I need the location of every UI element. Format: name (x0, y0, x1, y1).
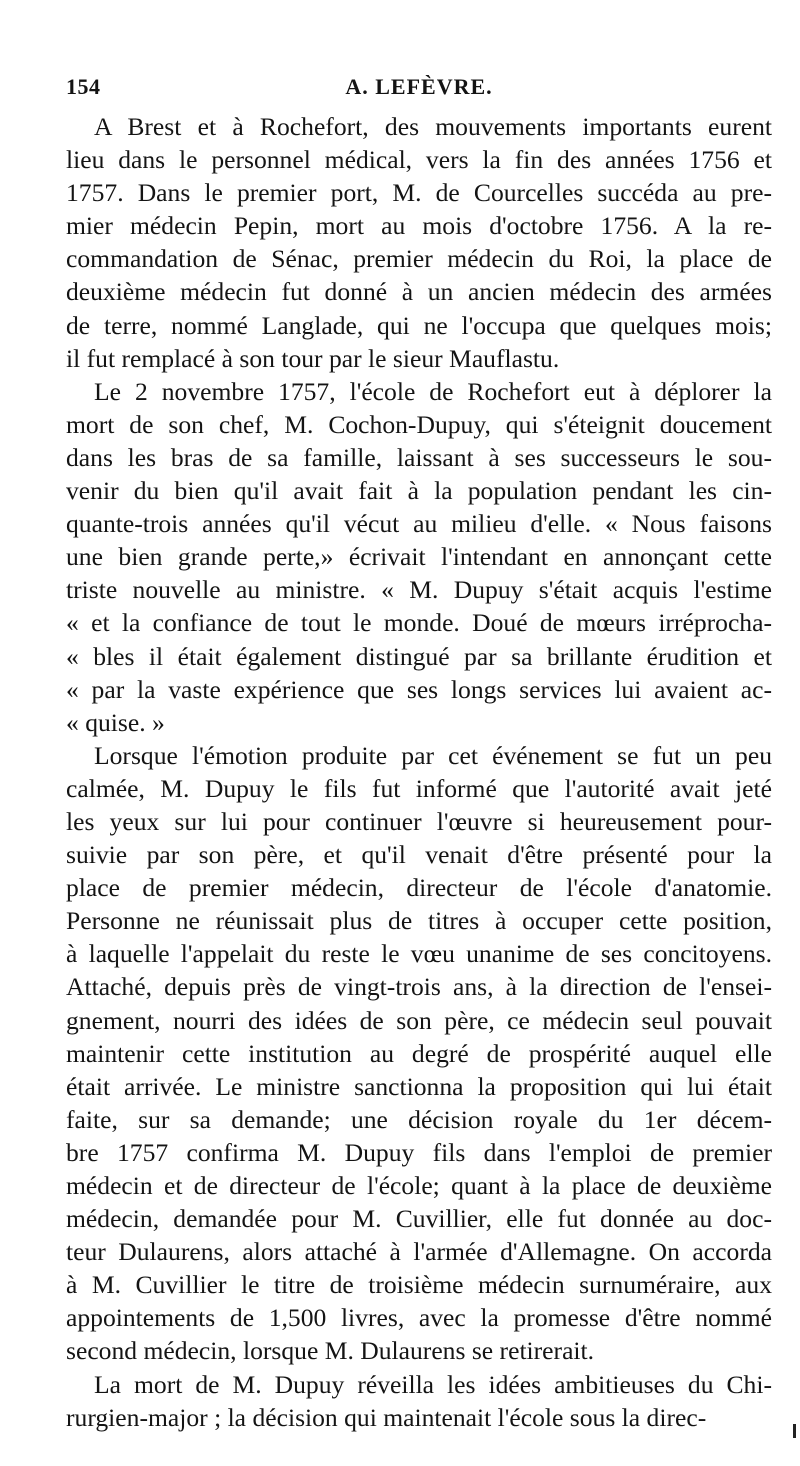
text-line: était arrivée. Le ministre sanctionna la proposition qui lui était (66, 1071, 772, 1101)
text-line: appointements de 1,500 livres, avec la promesse d'être nommé (66, 1303, 772, 1333)
text-line: médecin, demandée pour M. Cuvillier, elle fut donnée au doc- (66, 1204, 772, 1234)
text-line: bre 1757 confirma M. Dupuy fils dans l'emploi de premier (66, 1137, 772, 1167)
text-line: gnement, nourri des idées de son père, ce médecin seul pouvait (66, 1005, 772, 1035)
page-edge-mark (793, 1424, 796, 1438)
text-line: commandation de Sénac, premier médecin du Roi, la place de (66, 244, 772, 274)
page-number: 154 (66, 74, 101, 99)
text-line: « par la vaste expérience que ses longs services lui avaient ac- (66, 674, 772, 704)
text-line: Lorsque l'émotion produite par cet événement se fut un peu (94, 740, 772, 770)
text-line: La mort de M. Dupuy réveilla les idées ambitieuses du Chi- (94, 1369, 772, 1399)
book-page (66, 74, 772, 1434)
text-line: teur Dulaurens, alors attaché à l'armée d'Allemagne. On accorda (66, 1237, 772, 1267)
text-line: Attaché, depuis près de vingt-trois ans, à la direction de l'ensei- (66, 972, 772, 1002)
text-line: à laquelle l'appelait du reste le vœu unanime de ses concitoyens. (66, 939, 772, 969)
text-line: à M. Cuvillier le titre de troisième médecin surnuméraire, aux (66, 1270, 772, 1300)
text-line: mier médecin Pepin, mort au mois d'octobre 1756. A la re- (66, 211, 772, 241)
text-line: A Brest et à Rochefort, des mouvements importants eurent (94, 112, 772, 141)
text-line: calmée, M. Dupuy le fils fut informé que l'autorité avait jeté (66, 773, 772, 803)
text-line: maintenir cette institution au degré de prospérité auquel elle (66, 1038, 772, 1068)
text-line: il fut remplacé à son tour par le sieur Mauflastu. (66, 343, 560, 373)
text-line: triste nouvelle au ministre. « M. Dupuy s'était acquis l'estime (66, 575, 772, 605)
text-line: suivie par son père, et qu'il venait d'être présenté pour la (66, 840, 772, 870)
text-line: médecin et de directeur de l'école; quant à la place de deuxième (66, 1171, 772, 1200)
paragraph (66, 739, 772, 1368)
text-line: quante-trois années qu'il vécut au milieu d'elle. « Nous faisons (66, 509, 772, 539)
text-line: second médecin, lorsque M. Dulaurens se retirerait. (66, 1336, 595, 1366)
text-line: 1757. Dans le premier port, M. de Courcelles succéda au pre- (66, 178, 772, 208)
body-text (66, 110, 772, 1434)
text-line: « et la confiance de tout le monde. Doué de mœurs irréprocha- (66, 608, 772, 638)
running-head (66, 74, 772, 104)
text-line: dans les bras de sa famille, laissant à ses successeurs le sou- (66, 442, 772, 472)
text-line: « bles il était également distingué par sa brillante érudition et (66, 641, 772, 671)
text-line: venir du bien qu'il avait fait à la population pendant les cin- (66, 476, 772, 506)
paragraph (66, 1368, 772, 1434)
text-line: lieu dans le personnel médical, vers la fin des années 1756 et (66, 145, 772, 175)
paragraph (66, 110, 772, 375)
text-line: faite, sur sa demande; une décision royale du 1er décem- (66, 1104, 772, 1134)
running-head-author: A. LEFÈVRE. (345, 74, 493, 99)
text-line: de terre, nommé Langlade, qui ne l'occupa que quelques mois; (66, 310, 772, 340)
text-line: « quise. » (66, 707, 165, 737)
text-line: les yeux sur lui pour continuer l'œuvre si heureusement pour- (66, 806, 772, 836)
text-line: place de premier médecin, directeur de l'école d'anatomie. (66, 873, 772, 903)
text-line: mort de son chef, M. Cochon-Dupuy, qui s'éteignit doucement (66, 409, 772, 439)
text-line: Personne ne réunissait plus de titres à occuper cette position, (66, 906, 772, 936)
text-line: rurgien-major ; la décision qui maintenait l'école sous la direc- (66, 1402, 707, 1432)
text-line: Le 2 novembre 1757, l'école de Rochefort eut à déplorer la (94, 376, 772, 406)
paragraph (66, 375, 772, 739)
text-line: deuxième médecin fut donné à un ancien médecin des armées (66, 277, 772, 307)
text-line: une bien grande perte,» écrivait l'intendant en annonçant cette (66, 542, 772, 572)
